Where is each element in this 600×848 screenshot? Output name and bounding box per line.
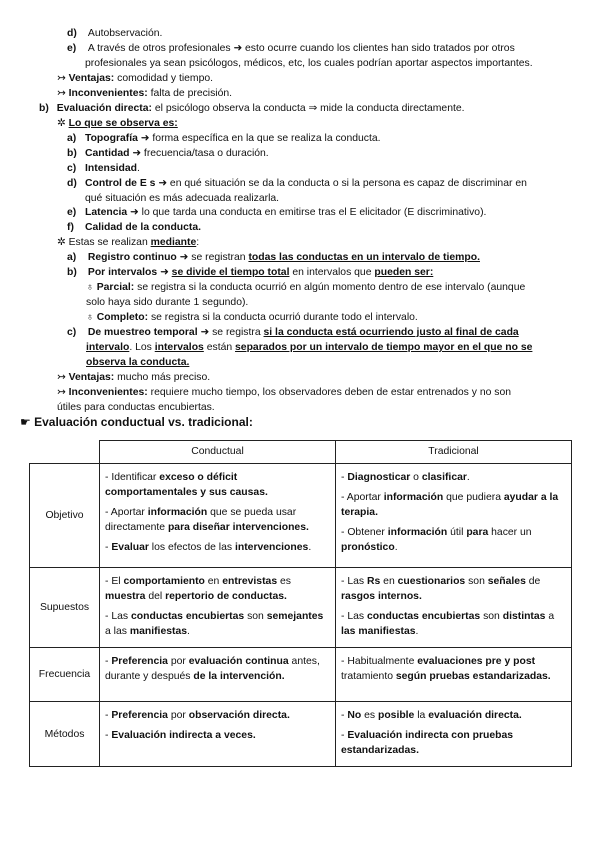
- cell-point: - Evaluación indirecta con pruebas estandarizadas.: [341, 730, 514, 756]
- cell-point: - Evaluación indirecta a veces.: [105, 730, 256, 741]
- cell-conductual: [100, 568, 336, 648]
- cell-point: - Obtener información útil para hacer un pronóstico.: [341, 527, 532, 553]
- realizan-heading: ✲ Estas se realizan mediante:: [57, 237, 200, 248]
- cell-point: - Las conductas encubiertas son semejantes a las manifiestas.: [105, 611, 324, 637]
- item-label: d): [67, 178, 77, 189]
- item-text: ➜ lo que tarda una conducta en emitirse tras el E elicitador (E discriminativo).: [127, 207, 487, 218]
- item-text: ➜ en qué situación se da la conducta o si la persona es capaz de discriminar en: [155, 178, 527, 189]
- cell-point: - Aportar información que pudiera ayudar a la terapia.: [341, 492, 559, 518]
- row-header: Métodos: [30, 702, 100, 767]
- table-row: [30, 568, 572, 648]
- cell-point: - Preferencia por observación directa.: [105, 710, 290, 721]
- table-header-row: [30, 441, 572, 464]
- observa-heading: ✲ Lo que se observa es:: [57, 118, 178, 129]
- cell-point: - El comportamiento en entrevistas es muestra del repertorio de conductas.: [105, 576, 291, 602]
- item-term: Cantidad: [85, 148, 130, 159]
- row-header: Objetivo: [30, 464, 100, 568]
- inconvenientes-2-cont: útiles para conductas encubiertas.: [57, 402, 215, 413]
- header-tradicional: Tradicional: [336, 441, 572, 464]
- pointing-hand-icon: ☛: [20, 415, 31, 429]
- cell-point: - Diagnosticar o clasificar.: [341, 472, 470, 483]
- ventajas-1: ↣ Ventajas: comodidad y tiempo.: [57, 73, 214, 84]
- inconvenientes-2: ↣ Inconvenientes: requiere mucho tiempo, los observadores deben de estar entrenados y no son: [57, 387, 512, 398]
- cell-conductual: [100, 464, 336, 568]
- cell-point: - Las conductas encubiertas son distintas a las manifiestas.: [341, 611, 555, 637]
- completo: ♁ Completo: se registra si la conducta ocurrió durante todo el intervalo.: [86, 312, 418, 323]
- item-d: d) Autobservación.: [67, 28, 163, 39]
- row-header: Supuestos: [30, 568, 100, 648]
- cell-tradicional: [336, 464, 572, 568]
- table-row: [30, 464, 572, 568]
- item-label: e): [67, 207, 77, 218]
- item-label: b): [67, 148, 77, 159]
- table-corner: [30, 441, 100, 464]
- cell-point: - Las Rs en cuestionarios son señales de rasgos internos.: [341, 576, 541, 602]
- cell-point: - Habitualmente evaluaciones pre y post tratamiento según pruebas estandarizadas.: [341, 656, 551, 682]
- table-row: [30, 702, 572, 767]
- item-text: ➜ frecuencia/tasa o duración.: [129, 148, 269, 159]
- parcial-cont: solo haya sido durante 1 segundo).: [86, 297, 249, 308]
- muestreo-cont: intervalo. Los intervalos están separados por un intervalo de tiempo mayor en el que no se: [86, 342, 533, 353]
- item-e: e) A través de otros profesionales ➜ esto ocurre cuando los clientes han sido tratados por otros: [67, 43, 515, 54]
- item-term: Control de E s: [85, 178, 156, 189]
- cell-point: - No es posible la evaluación directa.: [341, 710, 522, 721]
- cell-tradicional: [336, 648, 572, 702]
- observa-item: [67, 146, 269, 161]
- row-header: Frecuencia: [30, 648, 100, 702]
- item-label: a): [67, 133, 77, 144]
- cell-conductual: [100, 648, 336, 702]
- item-text: ➜ forma específica en la que se realiza la conducta.: [137, 133, 381, 144]
- item-text: .: [136, 163, 140, 174]
- cell-point: - Preferencia por evaluación continua antes, durante y después de la intervención.: [105, 656, 320, 682]
- muestreo-cont-2: observa la conducta.: [86, 357, 190, 368]
- observa-item: [67, 131, 381, 146]
- table-row: [30, 648, 572, 702]
- section-title: ☛ Evaluación conductual vs. tradicional:: [20, 415, 253, 429]
- header-conductual: Conductual: [100, 441, 336, 464]
- item-term: Latencia: [85, 207, 128, 218]
- observa-item: [85, 191, 279, 206]
- cell-point: - Aportar información que se pueda usar directamente para diseñar intervenciones.: [105, 507, 309, 533]
- muestreo-temporal: c) De muestreo temporal ➜ se registra si la conducta está ocurriendo justo al final de cada: [67, 327, 519, 338]
- observa-item: [67, 220, 201, 235]
- cell-conductual: [100, 702, 336, 767]
- cell-tradicional: [336, 568, 572, 648]
- ventajas-2: ↣ Ventajas: mucho más preciso.: [57, 372, 211, 383]
- cell-point: - Evaluar los efectos de las intervenciones.: [105, 542, 312, 553]
- eval-directa-heading: b) Evaluación directa: el psicólogo observa la conducta ⇒ mide la conducta directamente.: [39, 103, 465, 114]
- registro-continuo: a) Registro continuo ➜ se registran todas las conductas en un intervalo de tiempo.: [67, 252, 480, 263]
- item-term: Calidad de la conducta.: [85, 222, 202, 233]
- item-label: c): [67, 163, 77, 174]
- item-label: f): [67, 222, 74, 233]
- item-e-cont: profesionales ya sean psicólogos, médicos, etc, los cuales podrían aportar aspectos importantes.: [85, 58, 533, 69]
- observa-item: [67, 205, 486, 220]
- item-term: Intensidad: [85, 163, 137, 174]
- cell-point: - Identificar exceso o déficit comportamentales y sus causas.: [105, 472, 268, 498]
- parcial: ♁ Parcial: se registra si la conducta ocurrió en algún momento dentro de ese intervalo (aunque: [86, 282, 526, 293]
- inconvenientes-1: ↣ Inconvenientes: falta de precisión.: [57, 88, 233, 99]
- item-text: qué situación es más adecuada realizarla.: [85, 193, 280, 204]
- table-body: [30, 464, 572, 767]
- por-intervalos: b) Por intervalos ➜ se divide el tiempo total en intervalos que pueden ser:: [67, 267, 434, 278]
- item-term: Topografía: [85, 133, 138, 144]
- cell-tradicional: [336, 702, 572, 767]
- observa-item: [67, 176, 527, 191]
- comparison-table: [29, 440, 572, 767]
- observa-item: [67, 161, 140, 176]
